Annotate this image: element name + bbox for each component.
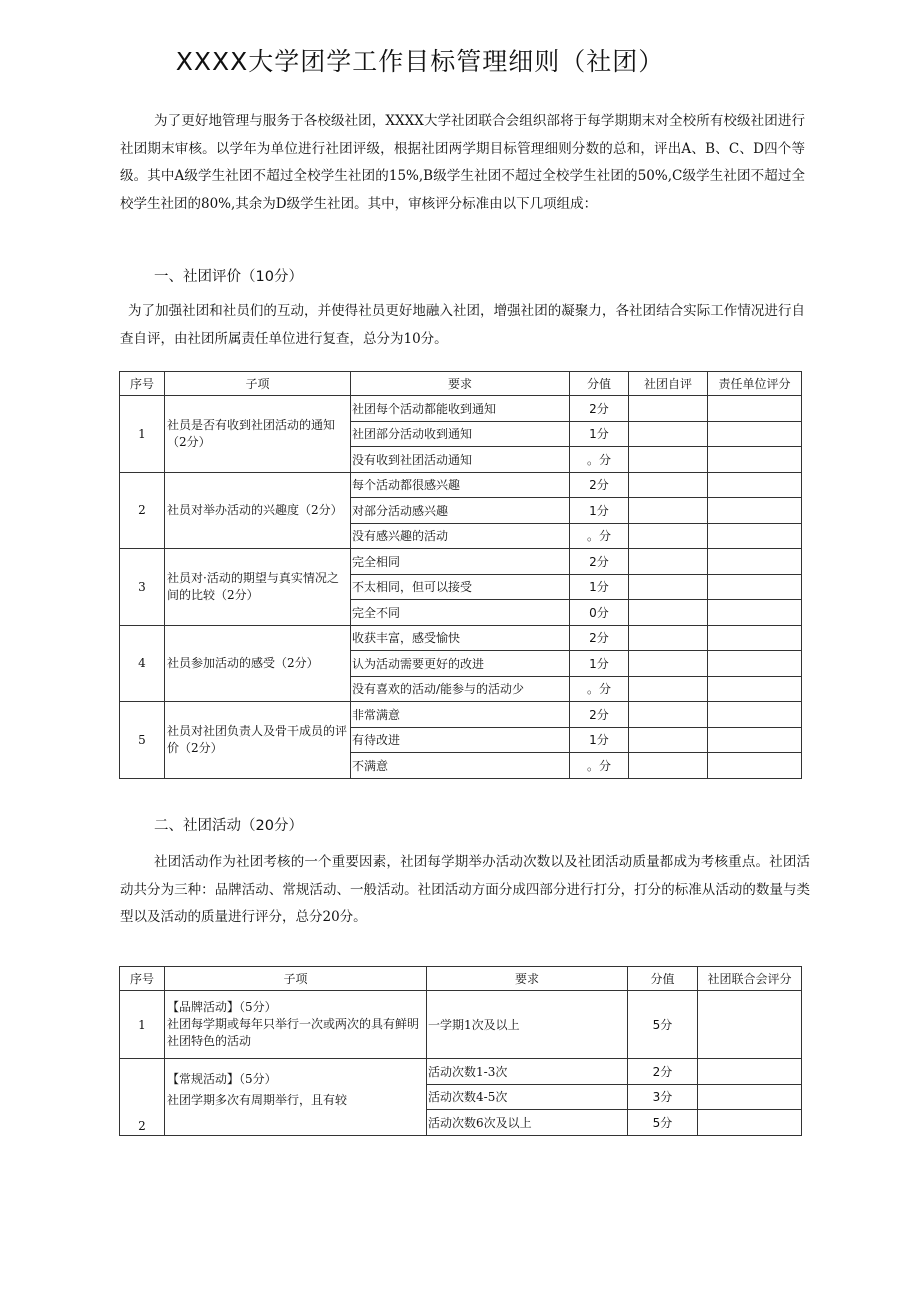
row-requirement: 对部分活动感兴趣 [351,498,570,524]
row-requirement: 没有感兴趣的活动 [351,523,570,549]
activity-table [119,966,802,1136]
intro-paragraph: 为了更好地管理与服务于各校级社团，XXXX大学社团联合会组织部将于每学期期末对全校所有校级社团进行社团期末审核。以学年为单位进行社团评级，根据社团两学期目标管理细则分数的总和，评出A、B、C、D四个等级。其中A级学生社团不超过全校学生社团的15%,B级学生社团不超过全校学生社团的50%,C级学生社团不超过全校学生社团的80%,其余为D级学生社团。其中，审核评分标准由以下几项组成： [120,113,805,212]
row-item: 社员参加活动的感受（2分） [165,625,351,702]
row-item-text: 社团每学期或每年只举行一次或两次的具有鲜明社团特色的活动 [167,1017,420,1048]
row-score: 0分 [570,600,629,626]
self-eval-cell[interactable] [629,472,708,498]
self-eval-cell[interactable] [629,702,708,728]
row-requirement: 有待改进 [351,727,570,753]
header-item: 子项 [165,967,427,991]
row-requirement: 活动次数6次及以上 [427,1110,628,1136]
row-item: 社员对社团负责人及骨干成员的评价（2分） [165,702,351,779]
unit-score-cell[interactable] [708,447,802,473]
row-item [165,991,427,1059]
row-score: 。分 [570,447,629,473]
table-row [120,702,802,728]
unit-score-cell[interactable] [708,676,802,702]
row-requirement: 没有喜欢的活动/能参与的活动少 [351,676,570,702]
unit-score-cell[interactable] [708,600,802,626]
unit-score-cell[interactable] [708,472,802,498]
row-item: 社员是否有收到社团活动的通知（2分） [165,396,351,473]
row-requirement: 社团部分活动收到通知 [351,421,570,447]
section2-paragraph: 社团活动作为社团考核的一个重要因素，社团每学期举办活动次数以及社团活动质量都成为考核重点。社团活动共分为三种：品牌活动、常规活动、一般活动。社团活动方面分成四部分进行打分，打分的标准从活动的数量与类型以及活动的质量进行评分，总分20分。 [120,854,810,925]
row-score: 3分 [628,1084,698,1110]
union-score-cell[interactable] [698,991,802,1059]
row-requirement: 社团每个活动都能收到通知 [351,396,570,422]
row-score: 。分 [570,676,629,702]
unit-score-cell[interactable] [708,498,802,524]
self-eval-cell[interactable] [629,727,708,753]
row-score: 1分 [570,498,629,524]
row-requirement: 一学期1次及以上 [427,991,628,1059]
row-score: 1分 [570,651,629,677]
row-requirement: 活动次数1-3次 [427,1059,628,1085]
unit-score-cell[interactable] [708,523,802,549]
row-score: 1分 [570,421,629,447]
row-number: 1 [120,991,165,1059]
self-eval-cell[interactable] [629,753,708,779]
row-item-title: 【常规活动】（5分） [167,1072,277,1086]
table-row [120,549,802,575]
row-requirement: 非常满意 [351,702,570,728]
header-score: 分值 [628,967,698,991]
page-title [0,42,920,78]
row-number: 2 [120,472,165,549]
self-eval-cell[interactable] [629,549,708,575]
activity-table-header [120,967,802,991]
unit-score-cell[interactable] [708,574,802,600]
self-eval-cell[interactable] [629,523,708,549]
row-requirement: 完全不同 [351,600,570,626]
row-score: 2分 [570,472,629,498]
header-union-score: 社团联合会评分 [698,967,802,991]
self-eval-cell[interactable] [629,447,708,473]
evaluation-table [119,371,802,779]
row-requirement: 认为活动需要更好的改进 [351,651,570,677]
table-row [120,396,802,422]
self-eval-cell[interactable] [629,676,708,702]
unit-score-cell[interactable] [708,727,802,753]
section1-heading: 一、社团评价（10分） [154,269,303,285]
row-score: 2分 [570,549,629,575]
row-item: 社员对举办活动的兴趣度（2分） [165,472,351,549]
union-score-cell[interactable] [698,1110,802,1136]
unit-score-cell[interactable] [708,651,802,677]
union-score-cell[interactable] [698,1059,802,1085]
self-eval-cell[interactable] [629,421,708,447]
row-score: 。分 [570,523,629,549]
self-eval-cell[interactable] [629,651,708,677]
section1-paragraph: 为了加强社团和社员们的互动，并使得社员更好地融入社团，增强社团的凝聚力，各社团结合实际工作情况进行自查自评，由社团所属责任单位进行复查，总分为10分。 [120,303,805,347]
unit-score-cell[interactable] [708,421,802,447]
row-score: 2分 [570,702,629,728]
table-row [120,1059,802,1085]
self-eval-cell[interactable] [629,498,708,524]
row-number: 3 [120,549,165,626]
header-score: 分值 [570,372,629,396]
header-no: 序号 [120,372,165,396]
unit-score-cell[interactable] [708,396,802,422]
row-number: 2 [120,1059,165,1136]
table-row [120,991,802,1059]
row-requirement: 不满意 [351,753,570,779]
unit-score-cell[interactable] [708,549,802,575]
row-score: 1分 [570,574,629,600]
row-score: 5分 [628,1110,698,1136]
page-title-text: XXXX大学团学工作目标管理细则（社团） [175,47,665,76]
row-score: 1分 [570,727,629,753]
header-requirement: 要求 [351,372,570,396]
row-requirement: 活动次数4-5次 [427,1084,628,1110]
row-number: 1 [120,396,165,473]
header-no: 序号 [120,967,165,991]
union-score-cell[interactable] [698,1084,802,1110]
row-score: 2分 [628,1059,698,1085]
row-item [165,1059,427,1136]
evaluation-table-header [120,372,802,396]
self-eval-cell[interactable] [629,600,708,626]
table-row [120,472,802,498]
row-number: 4 [120,625,165,702]
row-number: 5 [120,702,165,779]
unit-score-cell[interactable] [708,753,802,779]
self-eval-cell[interactable] [629,574,708,600]
row-score: 。分 [570,753,629,779]
row-score: 5分 [628,991,698,1059]
section2-heading: 二、社团活动（20分） [154,818,303,834]
row-requirement: 每个活动都很感兴趣 [351,472,570,498]
row-item-text: 社团学期多次有周期举行，且有较 [167,1093,348,1107]
header-self-eval: 社团自评 [629,372,708,396]
header-requirement: 要求 [427,967,628,991]
row-score: 2分 [570,625,629,651]
row-score: 2分 [570,396,629,422]
row-requirement: 收获丰富，感受愉快 [351,625,570,651]
header-item: 子项 [165,372,351,396]
table-row [120,625,802,651]
self-eval-cell[interactable] [629,625,708,651]
self-eval-cell[interactable] [629,396,708,422]
row-item-title: 【品牌活动】（5分） [167,1000,277,1014]
unit-score-cell[interactable] [708,702,802,728]
row-requirement: 完全相同 [351,549,570,575]
unit-score-cell[interactable] [708,625,802,651]
row-requirement: 不太相同，但可以接受 [351,574,570,600]
row-item: 社员对·活动的期望与真实情况之间的比较（2分） [165,549,351,626]
header-unit-score: 责任单位评分 [708,372,802,396]
row-requirement: 没有收到社团活动通知 [351,447,570,473]
